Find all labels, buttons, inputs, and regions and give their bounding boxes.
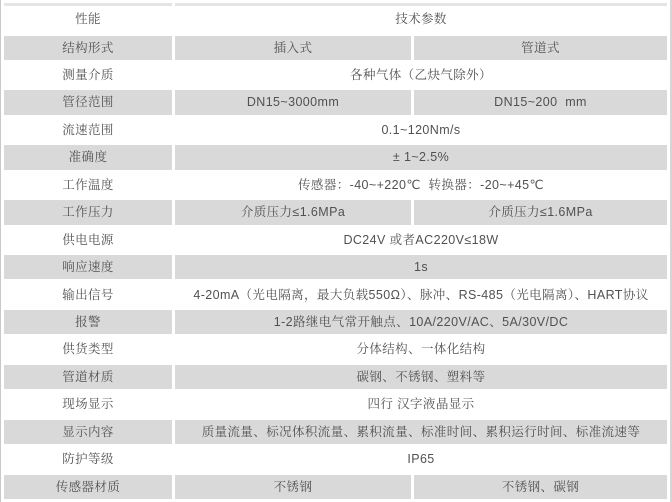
row-value: 1s xyxy=(175,255,667,279)
table-row xyxy=(4,173,667,197)
spec-table-body xyxy=(4,3,667,499)
row-label: 性能 xyxy=(4,3,172,33)
row-value: 四行 汉字液晶显示 xyxy=(175,392,667,416)
row-value: 质量流量、标况体积流量、累积流量、标准时间、累积运行时间、标准流速等 xyxy=(175,420,667,444)
table-row xyxy=(4,365,667,389)
row-label: 显示内容 xyxy=(4,420,172,444)
row-value: 各种气体（乙炔气除外） xyxy=(175,63,667,87)
row-value: 1-2路继电气常开触点、10A/220V/AC、5A/30V/DC xyxy=(175,310,667,334)
table-row xyxy=(4,420,667,444)
row-value: 分体结构、一体化结构 xyxy=(175,337,667,361)
table-row xyxy=(4,475,667,499)
row-label: 工作压力 xyxy=(4,200,172,224)
row-value: 介质压力≤1.6MPa xyxy=(175,200,411,224)
table-row xyxy=(4,36,667,60)
table-row xyxy=(4,145,667,169)
row-label: 流速范围 xyxy=(4,118,172,142)
row-label: 输出信号 xyxy=(4,282,172,306)
spec-table xyxy=(1,0,670,502)
row-value: DC24V 或者AC220V≤18W xyxy=(175,228,667,252)
table-row xyxy=(4,3,667,33)
row-label: 测量介质 xyxy=(4,63,172,87)
row-label: 现场显示 xyxy=(4,392,172,416)
table-row xyxy=(4,392,667,416)
row-value: 传感器：-40~+220℃ 转换器：-20~+45℃ xyxy=(175,173,667,197)
table-row xyxy=(4,282,667,306)
table-row xyxy=(4,310,667,334)
row-value: 不锈钢、碳钢 xyxy=(414,475,667,499)
row-label: 供货类型 xyxy=(4,337,172,361)
row-label: 防护等级 xyxy=(4,447,172,471)
row-value: 管道式 xyxy=(414,36,667,60)
row-value: 介质压力≤1.6MPa xyxy=(414,200,667,224)
row-value: DN15~200 mm xyxy=(414,90,667,114)
table-row xyxy=(4,228,667,252)
row-label: 响应速度 xyxy=(4,255,172,279)
table-row xyxy=(4,447,667,471)
row-label: 传感器材质 xyxy=(4,475,172,499)
row-label: 管道材质 xyxy=(4,365,172,389)
table-row xyxy=(4,63,667,87)
table-row xyxy=(4,337,667,361)
row-value: ± 1~2.5% xyxy=(175,145,667,169)
row-value: 0.1~120Nm/s xyxy=(175,118,667,142)
table-row xyxy=(4,200,667,224)
row-value: 碳钢、不锈钢、塑料等 xyxy=(175,365,667,389)
table-row xyxy=(4,118,667,142)
row-value: 技术参数 xyxy=(175,3,667,33)
table-row xyxy=(4,90,667,114)
row-label: 工作温度 xyxy=(4,173,172,197)
row-label: 结构形式 xyxy=(4,36,172,60)
row-value: DN15~3000mm xyxy=(175,90,411,114)
row-value: IP65 xyxy=(175,447,667,471)
row-label: 管径范围 xyxy=(4,90,172,114)
row-label: 供电电源 xyxy=(4,228,172,252)
row-label: 准确度 xyxy=(4,145,172,169)
table-row xyxy=(4,255,667,279)
row-value: 不锈钢 xyxy=(175,475,411,499)
row-value: 4-20mA（光电隔离，最大负载550Ω）、脉冲、RS-485（光电隔离）、HART协议 xyxy=(175,282,667,306)
row-label: 报警 xyxy=(4,310,172,334)
row-value: 插入式 xyxy=(175,36,411,60)
